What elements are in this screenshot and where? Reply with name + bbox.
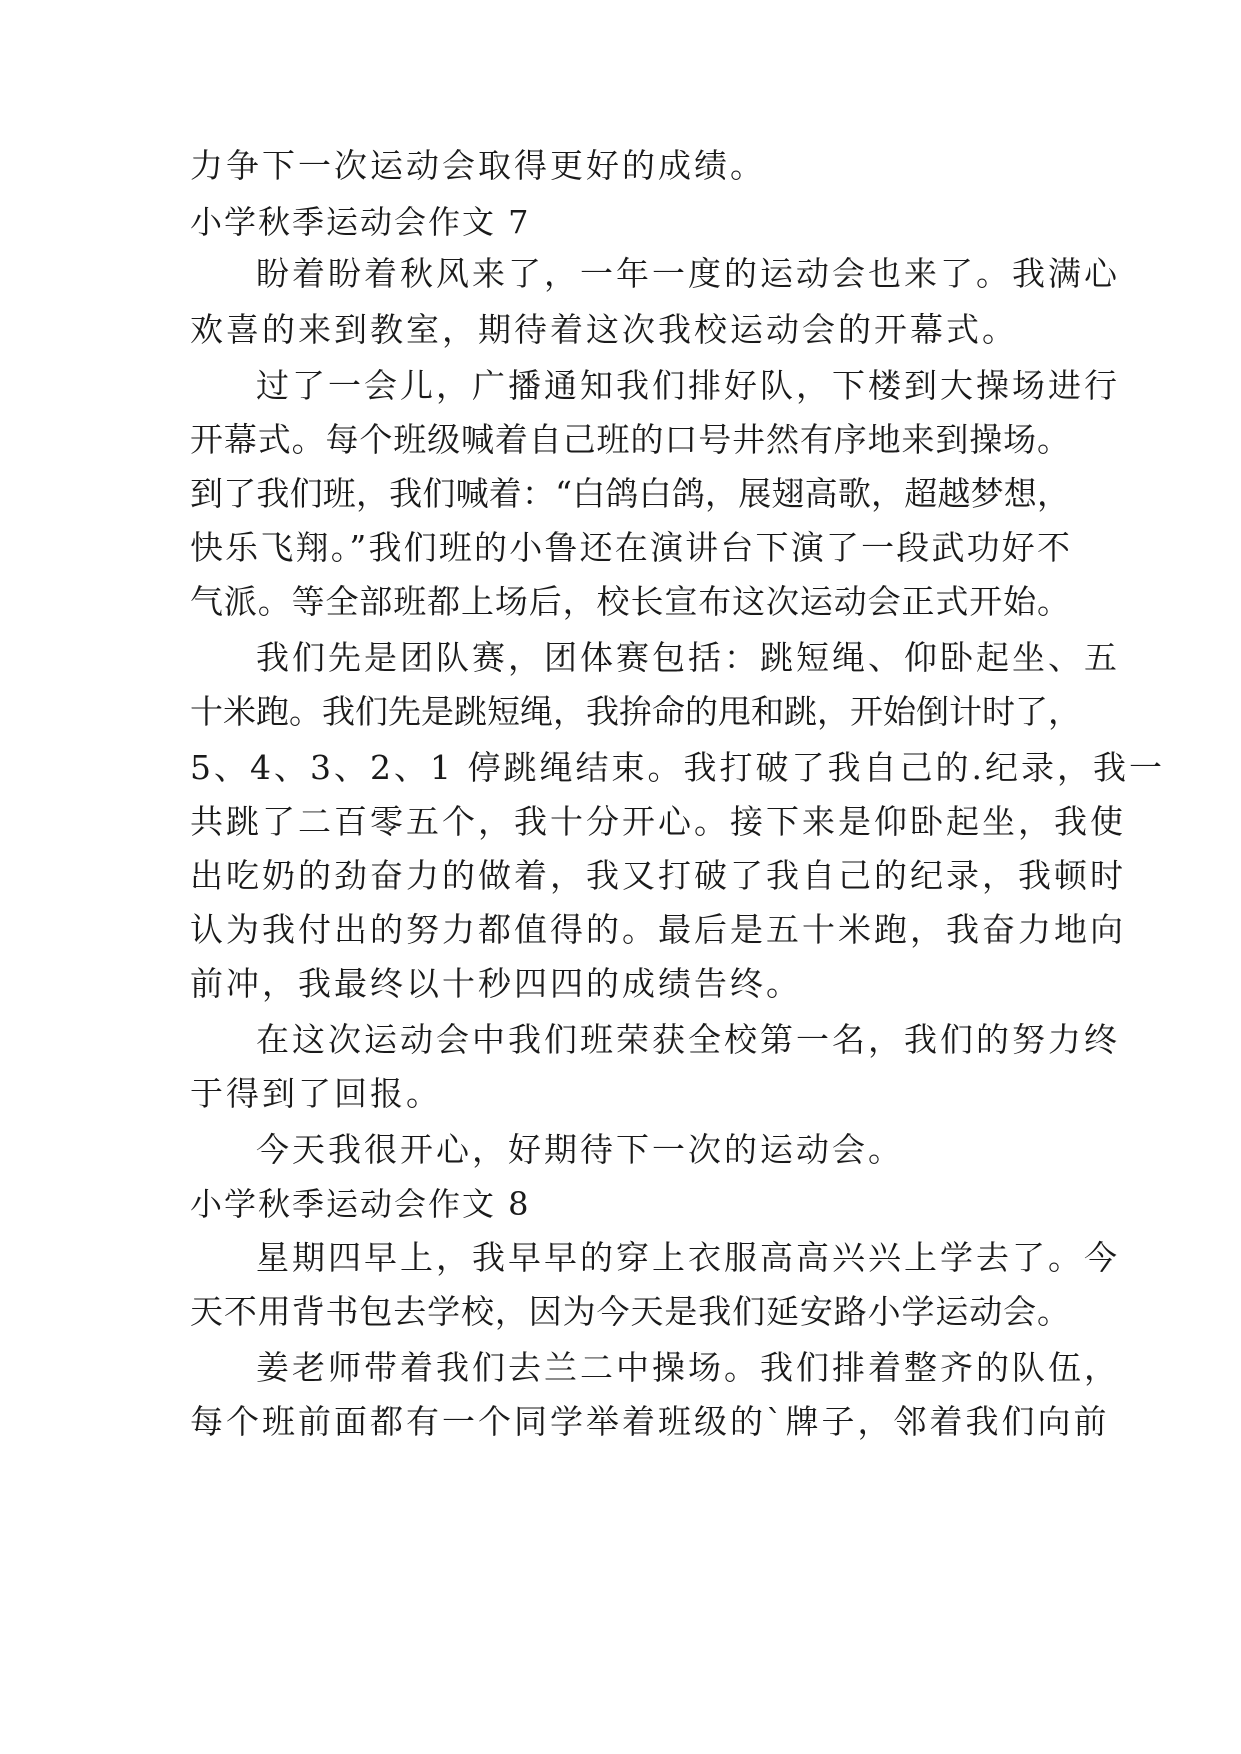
text-line: 过了一会儿，广播通知我们排好队，下楼到大操场进行	[256, 366, 1120, 405]
text-line: 在这次运动会中我们班荣获全校第一名，我们的努力终	[256, 1020, 1120, 1059]
section-heading-8: 小学秋季运动会作文 8	[190, 1185, 531, 1223]
text-line: 我们先是团队赛，团体赛包括：跳短绳、仰卧起坐、五	[256, 638, 1120, 677]
text-line: 开幕式。每个班级喊着自己班的口号井然有序地来到操场。	[190, 420, 1070, 459]
text-line: 出吃奶的劲奋力的做着，我又打破了我自己的纪录，我顿时	[190, 856, 1126, 895]
text-line: 姜老师带着我们去兰二中操场。我们排着整齐的队伍，	[256, 1348, 1120, 1387]
text-line: 共跳了二百零五个，我十分开心。接下来是仰卧起坐，我使	[190, 802, 1126, 841]
section-heading-7: 小学秋季运动会作文 7	[190, 203, 531, 241]
text-line: 快乐飞翔。”我们班的小鲁还在演讲台下演了一段武功好不	[190, 528, 1070, 567]
text-line: 十米跑。我们先是跳短绳，我拚命的甩和跳，开始倒计时了，	[190, 692, 1081, 731]
text-line: 5、4、3、2、1 停跳绳结束。我打破了我自己的.纪录，我一	[190, 748, 1165, 787]
text-line: 天不用背书包去学校，因为今天是我们延安路小学运动会。	[190, 1292, 1070, 1331]
text-line: 盼着盼着秋风来了，一年一度的运动会也来了。我满心	[256, 254, 1120, 293]
text-line: 力争下一次运动会取得更好的成绩。	[190, 146, 766, 185]
text-line: 到了我们班，我们喊着：“白鸽白鸽，展翅高歌，超越梦想，	[190, 474, 1070, 513]
text-line: 每个班前面都有一个同学举着班级的`牌子，邻着我们向前	[190, 1402, 1110, 1441]
text-line: 今天我很开心，好期待下一次的运动会。	[256, 1130, 904, 1169]
text-line: 前冲，我最终以十秒四四的成绩告终。	[190, 964, 802, 1003]
text-line: 气派。等全部班都上场后，校长宣布这次运动会正式开始。	[190, 582, 1070, 621]
text-line: 星期四早上，我早早的穿上衣服高高兴兴上学去了。今	[256, 1238, 1120, 1277]
text-line: 认为我付出的努力都值得的。最后是五十米跑，我奋力地向	[190, 910, 1126, 949]
text-line: 欢喜的来到教室，期待着这次我校运动会的开幕式。	[190, 310, 1018, 349]
text-line: 于得到了回报。	[190, 1074, 442, 1113]
